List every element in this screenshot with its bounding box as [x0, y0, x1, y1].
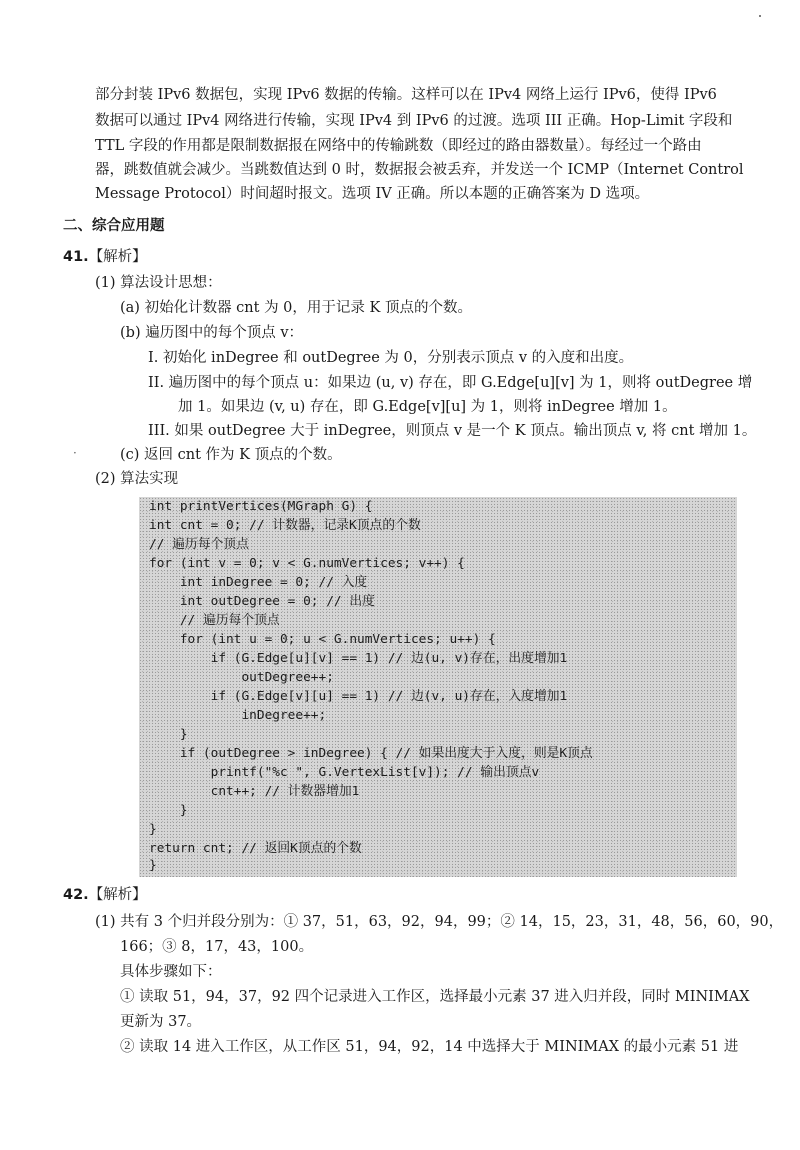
- question-number: 42.: [63, 887, 89, 903]
- part-1-title: (1) 算法设计思想：: [95, 275, 222, 291]
- intro-line: 数据可以通过 IPv4 网络进行传输，实现 IPv4 到 IPv6 的过渡。选项 III 正确。Hop-Limit 字段和: [95, 113, 733, 129]
- q42-line: (1) 共有 3 个归并段分别为：① 37，51，63，92，94，99；② 14，15，23，31，48，56，60，90，: [95, 914, 784, 930]
- code-line: }: [149, 858, 157, 873]
- code-line: }: [149, 803, 188, 818]
- sub-item-ii-cont: 加 1。如果边 (v, u) 存在，即 G.Edge[v][u] 为 1，则将 inDegree 增加 1。: [178, 399, 677, 415]
- q42-line: ① 读取 51，94，37，92 四个记录进入工作区，选择最小元素 37 进入归并段，同时 MINIMAX: [120, 989, 750, 1005]
- code-line: int outDegree = 0; // 出度: [149, 594, 375, 609]
- q42-line: 166；③ 8，17，43，100。: [120, 939, 314, 955]
- code-line: int inDegree = 0; // 入度: [149, 575, 368, 590]
- sub-item-iii: III. 如果 outDegree 大于 inDegree，则顶点 v 是一个 K 顶点。输出顶点 v, 将 cnt 增加 1。: [148, 423, 757, 439]
- intro-line: 部分封装 IPv6 数据包，实现 IPv6 数据的传输。这样可以在 IPv4 网络上运行 IPv6，使得 IPv6: [95, 87, 717, 103]
- q42-line: 更新为 37。: [120, 1014, 202, 1030]
- intro-line: Message Protocol）时间超时报文。选项 IV 正确。所以本题的正确答案为 D 选项。: [95, 186, 650, 202]
- item-a: (a) 初始化计数器 cnt 为 0，用于记录 K 顶点的个数。: [120, 300, 472, 316]
- code-line: cnt++; // 计数器增加1: [149, 784, 360, 799]
- code-line: if (outDegree > inDegree) { // 如果出度大于入度，则是K顶点: [149, 746, 593, 761]
- scan-mark: ·: [73, 446, 77, 460]
- q42-line: 具体步骤如下：: [120, 964, 222, 980]
- item-c: (c) 返回 cnt 作为 K 顶点的个数。: [120, 447, 342, 463]
- code-line: if (G.Edge[v][u] == 1) // 边(v, u)存在，入度增加1: [149, 689, 568, 704]
- intro-line: TTL 字段的作用都是限制数据报在网络中的传输跳数（即经过的路由器数量）。每经过一个路由: [95, 138, 702, 154]
- code-line: int cnt = 0; // 计数器，记录K顶点的个数: [149, 518, 421, 533]
- code-line: printf("%c ", G.VertexList[v]); // 输出顶点v: [149, 765, 540, 780]
- code-line: for (int v = 0; v < G.numVertices; v++) {: [149, 556, 465, 571]
- code-line: inDegree++;: [149, 708, 327, 723]
- section-title: 二、综合应用题: [63, 218, 165, 234]
- item-b: (b) 遍历图中的每个顶点 v：: [120, 325, 304, 341]
- code-line: outDegree++;: [149, 670, 334, 685]
- code-line: return cnt; // 返回K顶点的个数: [149, 841, 362, 856]
- code-line: // 遍历每个顶点: [149, 537, 249, 552]
- code-line: }: [149, 727, 188, 742]
- sub-item-ii: II. 遍历图中的每个顶点 u：如果边 (u, v) 存在，即 G.Edge[u][v] 为 1，则将 outDegree 增: [148, 375, 753, 391]
- intro-line: 器，跳数值就会减少。当跳数值达到 0 时，数据报会被丢弃，并发送一个 ICMP（Internet Control: [95, 162, 744, 178]
- question-42-heading: [63, 888, 147, 903]
- q42-line: ② 读取 14 进入工作区，从工作区 51，94，92，14 中选择大于 MINIMAX 的最小元素 51 进: [120, 1039, 739, 1055]
- part-2-title: (2) 算法实现: [95, 471, 179, 487]
- code-block: [139, 497, 737, 877]
- question-41-heading: [63, 250, 147, 265]
- scan-speck: [759, 15, 761, 17]
- question-tag: 【解析】: [88, 887, 147, 903]
- code-line: if (G.Edge[u][v] == 1) // 边(u, v)存在，出度增加1: [149, 651, 568, 666]
- code-line: int printVertices(MGraph G) {: [149, 499, 373, 514]
- sub-item-i: I. 初始化 inDegree 和 outDegree 为 0，分别表示顶点 v 的入度和出度。: [148, 350, 634, 366]
- code-line: }: [149, 822, 157, 837]
- code-line: // 遍历每个顶点: [149, 613, 280, 628]
- question-number: 41.: [63, 249, 89, 265]
- code-line: for (int u = 0; u < G.numVertices; u++) {: [149, 632, 496, 647]
- question-tag: 【解析】: [88, 249, 147, 265]
